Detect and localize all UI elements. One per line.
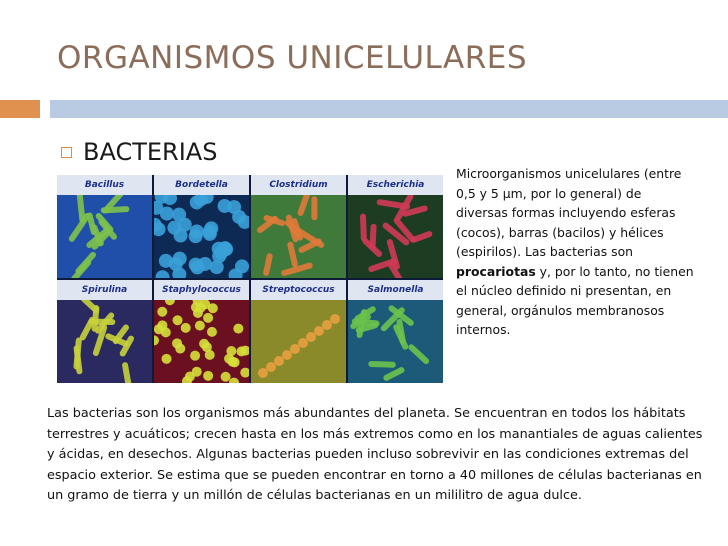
- bacteria-image-spirulina: [57, 280, 152, 383]
- bacteria-cell-shape: [306, 332, 316, 342]
- bacteria-cell-shape: [229, 378, 239, 383]
- bacteria-cell-shape: [173, 315, 183, 325]
- bacteria-image-streptococcus: [251, 280, 346, 383]
- description-part-1: Microorganismos unicelulares (entre 0,5 y 5 μm, por lo general) de diversas formas incluyendo esferas (cocos), barras (bacilos) y hélices (espirilos). Las bacterias son: [456, 166, 682, 259]
- bacteria-cell-shape: [162, 354, 172, 364]
- bacteria-image-bordetella: [154, 175, 249, 278]
- bacteria-cell-shape: [169, 257, 183, 271]
- bacteria-image-bacillus: [57, 175, 152, 278]
- bacteria-image-salmonella: [348, 280, 443, 383]
- bacteria-micrograph: [154, 195, 249, 278]
- body-paragraph: Las bacterias son los organismos más abundantes del planeta. Se encuentran en todos los hábitats terrestres y acuáticos; crecen hasta en los más extremos como en los manantiales de aguas calientes y ácidas, en desechos. Algunas bacterias pueden incluso sobrevivir en las condiciones extremas del espacio exterior. Se estima que se pueden encontrar en torno a 40 millones de células bacterianas en un gramo de tierra y un millón de células bacterianas en un mililitro de agua dulce.: [47, 406, 703, 504]
- bacteria-cell-shape: [322, 320, 332, 330]
- bacteria-cell-shape: [210, 260, 224, 274]
- bacteria-cell-shape: [263, 253, 274, 277]
- bacteria-cell-shape: [192, 367, 202, 377]
- bacteria-label: Streptococcus: [251, 280, 346, 300]
- bacteria-cell-shape: [266, 362, 276, 372]
- bacteria-cell-shape: [330, 314, 340, 324]
- bacteria-label: Bordetella: [154, 175, 249, 195]
- description-keyword: procariotas: [456, 263, 536, 279]
- bacteria-cell-shape: [74, 251, 97, 276]
- bacteria-label: Salmonella: [348, 280, 443, 300]
- bacteria-cell-shape: [205, 350, 215, 360]
- accent-band-blue: [50, 100, 728, 118]
- bacteria-image-escherichia: [348, 175, 443, 278]
- bullet-square-icon: [61, 147, 72, 158]
- bacteria-label: Bacillus: [57, 175, 152, 195]
- bacteria-micrograph: [57, 300, 152, 383]
- bacteria-cell-shape: [230, 357, 240, 367]
- bacteria-image-clostridium: [251, 175, 346, 278]
- bacteria-cell-shape: [207, 327, 217, 337]
- bacteria-cell-shape: [203, 371, 213, 381]
- description-part-3: y, por lo tanto, no tienen el núcleo definido ni presentan, en general, orgánulos membranosos internos.: [456, 263, 694, 337]
- bacteria-micrograph: [154, 300, 249, 383]
- bacteria-cell-shape: [122, 362, 133, 383]
- bacteria-cell-shape: [287, 241, 299, 268]
- bacteria-cell-shape: [282, 350, 292, 360]
- bacteria-cell-shape: [407, 343, 430, 365]
- bacteria-cell-shape: [203, 313, 213, 323]
- bacteria-label: Staphylococcus: [154, 280, 249, 300]
- bacteria-cell-shape: [165, 300, 175, 305]
- bacteria-cell-shape: [410, 230, 433, 243]
- bacteria-cell-shape: [208, 303, 218, 313]
- bacteria-cell-shape: [368, 361, 396, 368]
- bacteria-micrograph: [348, 195, 443, 278]
- bacteria-cell-shape: [290, 344, 300, 354]
- bacteria-micrograph: [251, 195, 346, 278]
- bacteria-cell-shape: [221, 372, 231, 382]
- bacteria-image-staphylococcus: [154, 280, 249, 383]
- bacteria-micrograph: [348, 300, 443, 383]
- bacteria-cell-shape: [157, 320, 167, 330]
- bacteria-image-grid: [57, 175, 443, 383]
- bacteria-cell-shape: [190, 224, 204, 238]
- bacteria-micrograph: [57, 195, 152, 278]
- bacteria-cell-shape: [226, 346, 236, 356]
- bacteria-cell-shape: [199, 339, 209, 349]
- bacteria-cell-shape: [394, 195, 414, 221]
- bacteria-cell-shape: [157, 307, 167, 317]
- bacteria-micrograph: [251, 300, 346, 383]
- bullet-item: [61, 138, 217, 166]
- bacteria-cell-shape: [181, 323, 191, 333]
- description-paragraph: [456, 164, 696, 340]
- bacteria-cell-shape: [240, 368, 249, 378]
- bacteria-cell-shape: [297, 195, 311, 217]
- bacteria-cell-shape: [382, 366, 405, 382]
- bacteria-cell-shape: [235, 259, 249, 273]
- bacteria-cell-shape: [198, 257, 212, 271]
- bacteria-cell-shape: [298, 338, 308, 348]
- bacteria-label: Escherichia: [348, 175, 443, 195]
- bacteria-cell-shape: [195, 321, 205, 331]
- slide-title: ORGANISMOS UNICELULARES: [57, 40, 528, 76]
- bacteria-cell-shape: [227, 200, 241, 214]
- bacteria-cell-shape: [203, 227, 217, 241]
- bacteria-cell-shape: [360, 214, 367, 242]
- bacteria-cell-shape: [274, 356, 284, 366]
- bacteria-cell-shape: [154, 335, 159, 345]
- bacteria-cell-shape: [174, 229, 188, 243]
- bacteria-cell-shape: [258, 368, 268, 378]
- bacteria-cell-shape: [190, 351, 200, 361]
- bacteria-cell-shape: [155, 270, 169, 278]
- bullet-label: BACTERIAS: [83, 138, 218, 166]
- bacteria-cell-shape: [214, 246, 228, 260]
- bacteria-cell-shape: [172, 338, 182, 348]
- bacteria-label: Clostridium: [251, 175, 346, 195]
- bacteria-cell-shape: [233, 324, 243, 334]
- bacteria-cell-shape: [314, 326, 324, 336]
- accent-band-orange: [0, 100, 40, 118]
- bacteria-cell-shape: [311, 196, 317, 220]
- bacteria-label: Spirulina: [57, 280, 152, 300]
